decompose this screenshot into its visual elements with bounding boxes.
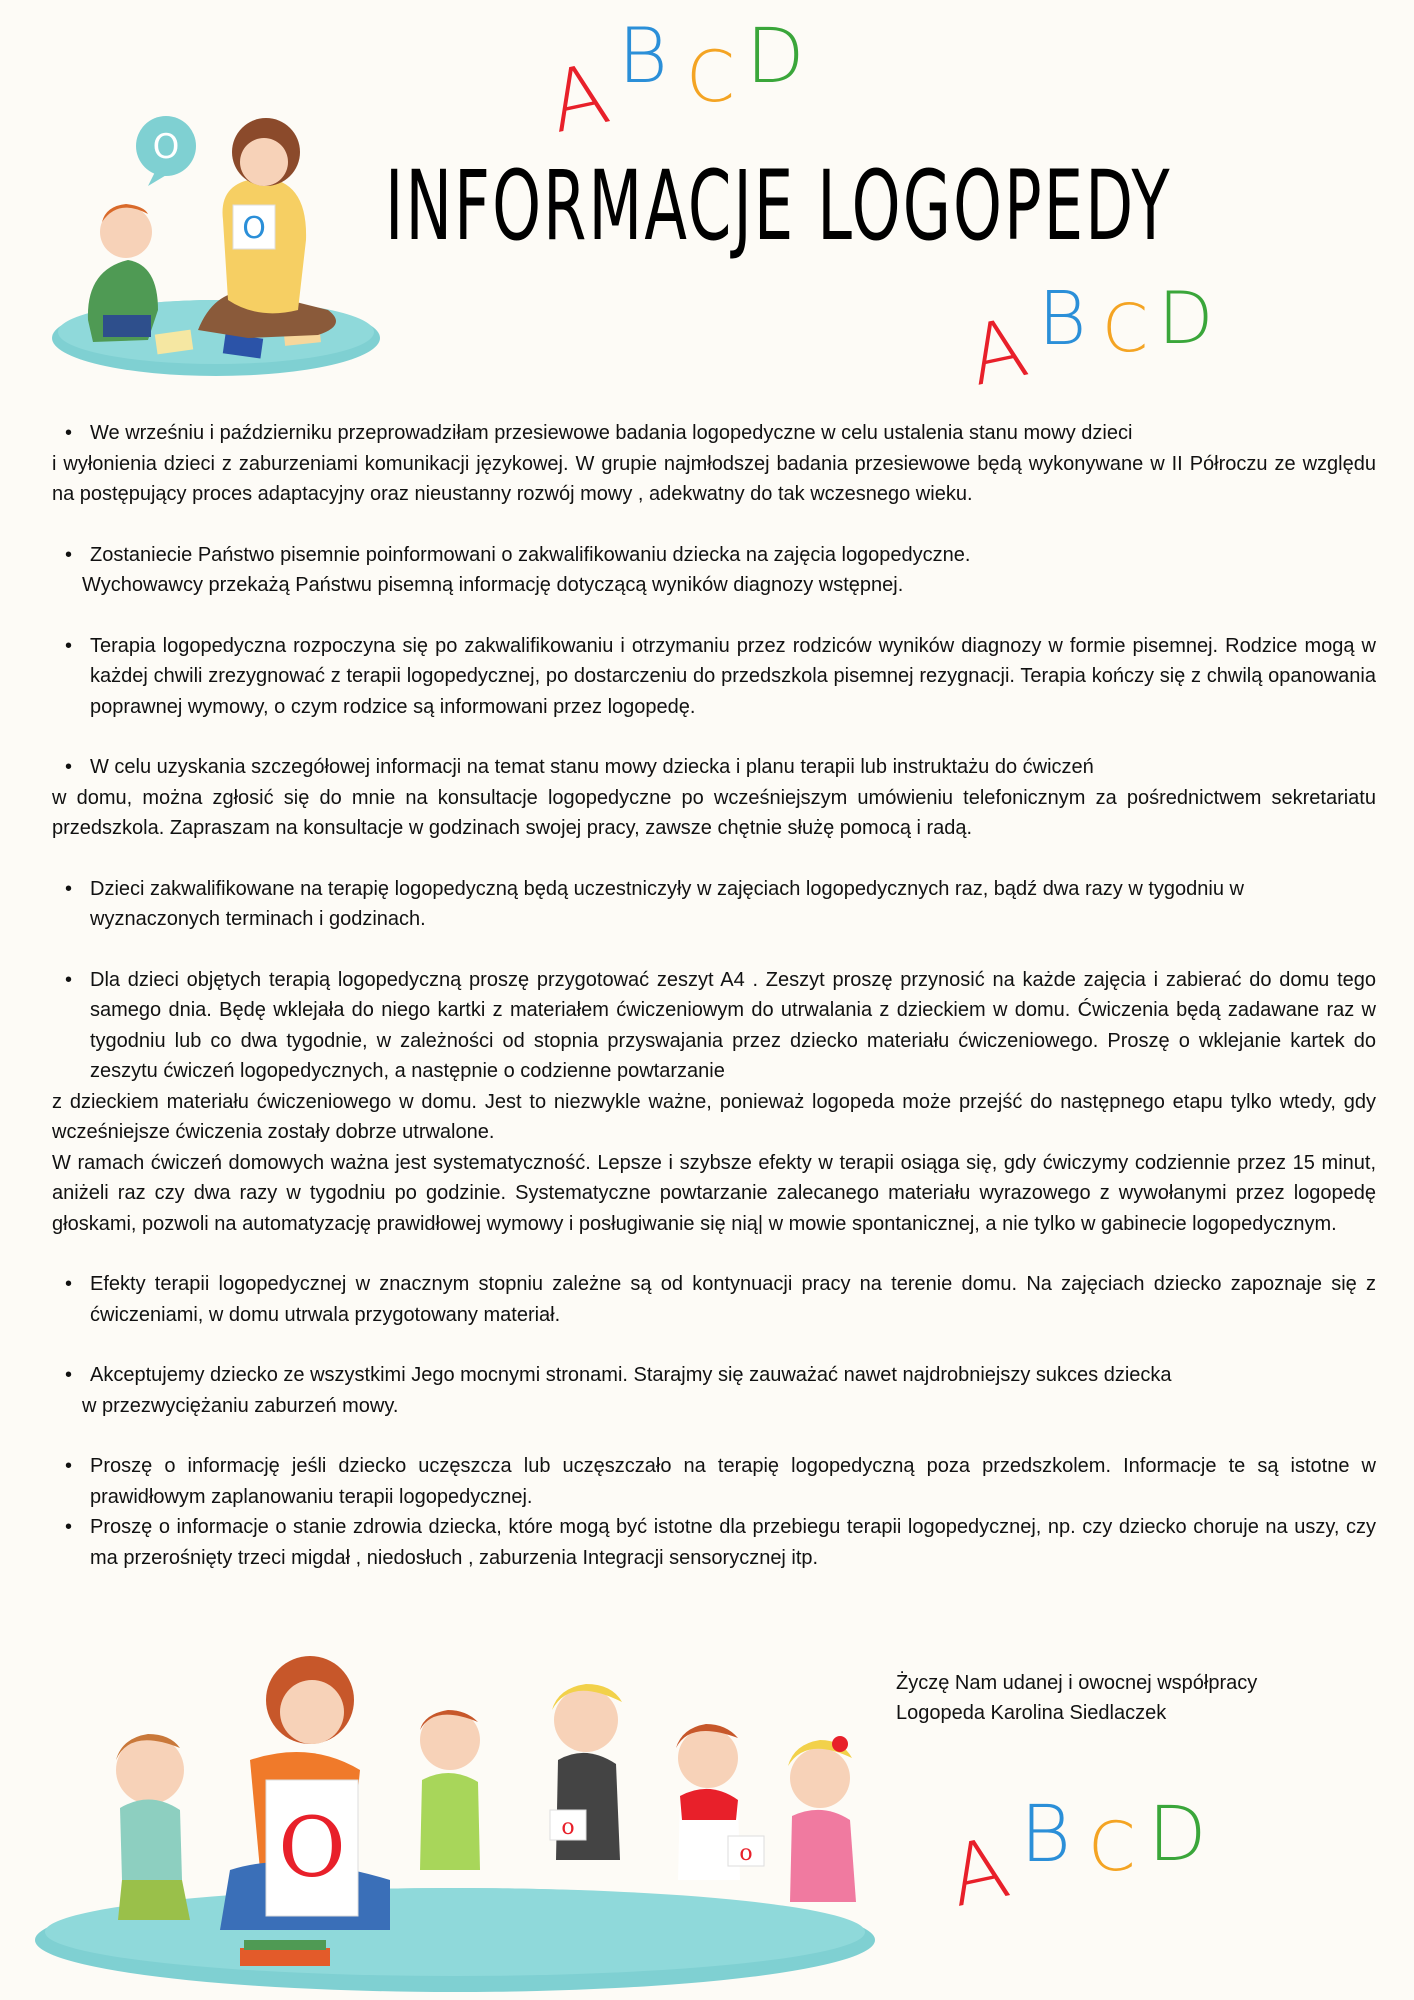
abcd-decoration-title <box>960 276 1230 412</box>
bullet-icon: • <box>65 1364 73 1386</box>
letter-b: B <box>618 11 668 100</box>
letter-c: C <box>686 36 735 118</box>
bullet-icon: • <box>65 422 73 444</box>
bullet-icon: • <box>65 1516 73 1538</box>
teacher-children-illustration <box>30 1640 880 1995</box>
paragraph-schedule: • Dzieci zakwalifikowane na terapię logopedyczną będą uczestniczyły w zajęciach logopedycznych raz, bądź dwa razy w tygodniu w wyznaczonych terminach i godzinach. <box>52 874 1376 935</box>
svg-text:o: o <box>739 1841 753 1866</box>
letter-a: A <box>940 1818 1018 1926</box>
svg-text:O: O <box>152 127 180 167</box>
speech-therapy-illustration <box>48 110 388 380</box>
closing-wish: Życzę Nam udanej i owocnej współpracy <box>896 1672 1258 1694</box>
paragraph-health: • Proszę o informacje o stanie zdrowia dziecka, które mogą być istotne dla przebiegu terapii logopedycznej, np. czy dziecko choruje na uszy, czy ma przerośnięty trzeci migdał , niedosłuch , zaburzenia Integracji sensorycznej itp. <box>52 1512 1376 1573</box>
bullet-icon: • <box>65 968 73 991</box>
paragraph-notebook: • Dla dzieci objętych terapią logopedyczną proszę przygotować zeszyt A4 . Zeszyt proszę przynosić na każde zajęcia i zabierać do domu tego samego dnia. Będę wklejała do niego kartki z materiałem ćwiczeniowym do utrwalania z dzieckiem w domu. Ćwiczenia będą zadawane raz w tygodniu lub co dwa tygodnie, w zależności od stopnia przyswajania przez dziecko materiału ćwiczeniowego. Proszę o wklejanie kartek do zeszytu ćwiczeń logopedycznych, a następnie o codzienne powtarzanie z dzieckiem materiału ćwiczeniowego w domu. Jest to niezwykle ważne, ponieważ logopeda może przejść do następnego etapu tylko wtedy, gdy wcześniejsze ćwiczenia zostały dobrze utrwalone. W ramach ćwiczeń domowych ważna jest systematyczność. Lepsze i szybsze efekty w terapii osiąga się, gdy ćwiczymy codziennie przez 15 minut, aniżeli raz czy dwa razy w tygodniu po godzinie. Systematyczne powtarzanie zalecanego materiału wyrazowego z wywołanymi przez logopedę głoskami, pozwoli na automatyzację prawidłowej wymowy i posługiwanie się nią| w mowie spontanicznej, a nie tylko w gabinecie logopedycznym. <box>52 965 1376 1240</box>
bullet-icon: • <box>65 543 73 566</box>
letter-d: D <box>1158 276 1214 360</box>
bullet-icon: • <box>65 1273 73 1295</box>
abcd-decoration-bottom <box>940 1789 1210 1926</box>
svg-text:O: O <box>278 1801 346 1896</box>
paragraph-acceptance: • Akceptujemy dziecko ze wszystkimi Jego mocnymi stronami. Starajmy się zauważać nawet najdrobniejszy sukces dziecka w przezwyciężaniu zaburzeń mowy. <box>52 1360 1376 1421</box>
bullet-icon: • <box>65 756 73 778</box>
letter-c: C <box>1102 290 1149 367</box>
bullet-icon: • <box>65 1455 73 1477</box>
paragraph-screening: • We wrześniu i październiku przeprowadziłam przesiewowe badania logopedyczne w celu ustalenia stanu mowy dzieci i wyłonienia dzieci z zaburzeniami komunikacji językowej. W grupie najmłodszej badania przesiewowe będą wykonywane w II Półroczu ze względu na postępujący proces adaptacyjny oraz nieustanny rozwój mowy , adekwatny do tak wczesnego wieku. <box>52 418 1376 510</box>
svg-text:o: o <box>561 1815 575 1840</box>
main-content <box>52 418 1376 1603</box>
letter-d: D <box>1148 1789 1207 1878</box>
paragraph-home-practice: • Efekty terapii logopedycznej w znacznym stopniu zależne są od kontynuacji pracy na terenie domu. Na zajęciach dziecko zapoznaje się z ćwiczeniami, w domu utrwala przygotowany materiał. <box>52 1269 1376 1330</box>
letter-d: D <box>746 11 805 100</box>
letter-c: C <box>1088 1808 1136 1887</box>
closing-author: Logopeda Karolina Siedlaczek <box>896 1702 1167 1724</box>
closing-signature <box>896 1668 1257 1728</box>
paragraph-outside-therapy: • Proszę o informację jeśli dziecko uczęszcza lub uczęszczało na terapię logopedyczną poza przedszkolem. Informacje te są istotne w prawidłowym zaplanowaniu terapii logopedycznej. <box>52 1451 1376 1512</box>
bullet-icon: • <box>65 877 73 900</box>
group-class-illustration <box>30 1640 880 1995</box>
page-title: INFORMACJE LOGOPEDY <box>385 150 1172 262</box>
bullet-icon: • <box>65 634 73 657</box>
paragraph-consultation: • W celu uzyskania szczegółowej informacji na temat stanu mowy dziecka i planu terapii lub instruktażu do ćwiczeń w domu, można zgłosić się do mnie na konsultacje logopedyczne po wcześniejszym umówieniu telefonicznym za pośrednictwem sekretariatu przedszkola. Zapraszam na konsultacje w godzinach swojej pracy, zawsze chętnie służę pomocą i radą. <box>52 752 1376 844</box>
letter-a: A <box>960 300 1036 405</box>
teacher-child-illustration <box>48 110 388 380</box>
svg-text:O: O <box>242 211 266 246</box>
paragraph-therapy-start: • Terapia logopedyczna rozpoczyna się po zakwalifikowaniu i otrzymaniu przez rodziców wyników diagnozy w formie pisemnej. Rodzice mogą w każdej chwili zrezygnować z terapii logopedycznej, po dostarczeniu do przedszkola pisemnej rezygnacji. Terapia kończy się z chwilą opanowania poprawnej wymowy, o czym rodzice są informowani przez logopedę. <box>52 631 1376 723</box>
abcd-decoration-top <box>540 11 810 152</box>
letter-b: B <box>1038 276 1087 362</box>
paragraph-notification: • Zostaniecie Państwo pisemnie poinformowani o zakwalifikowaniu dziecka na zajęcia logopedyczne. Wychowawcy przekażą Państwu pisemną informację dotyczącą wyników diagnozy wstępnej. <box>52 540 1376 601</box>
letter-b: B <box>1020 1790 1072 1880</box>
letter-a: A <box>540 44 618 152</box>
